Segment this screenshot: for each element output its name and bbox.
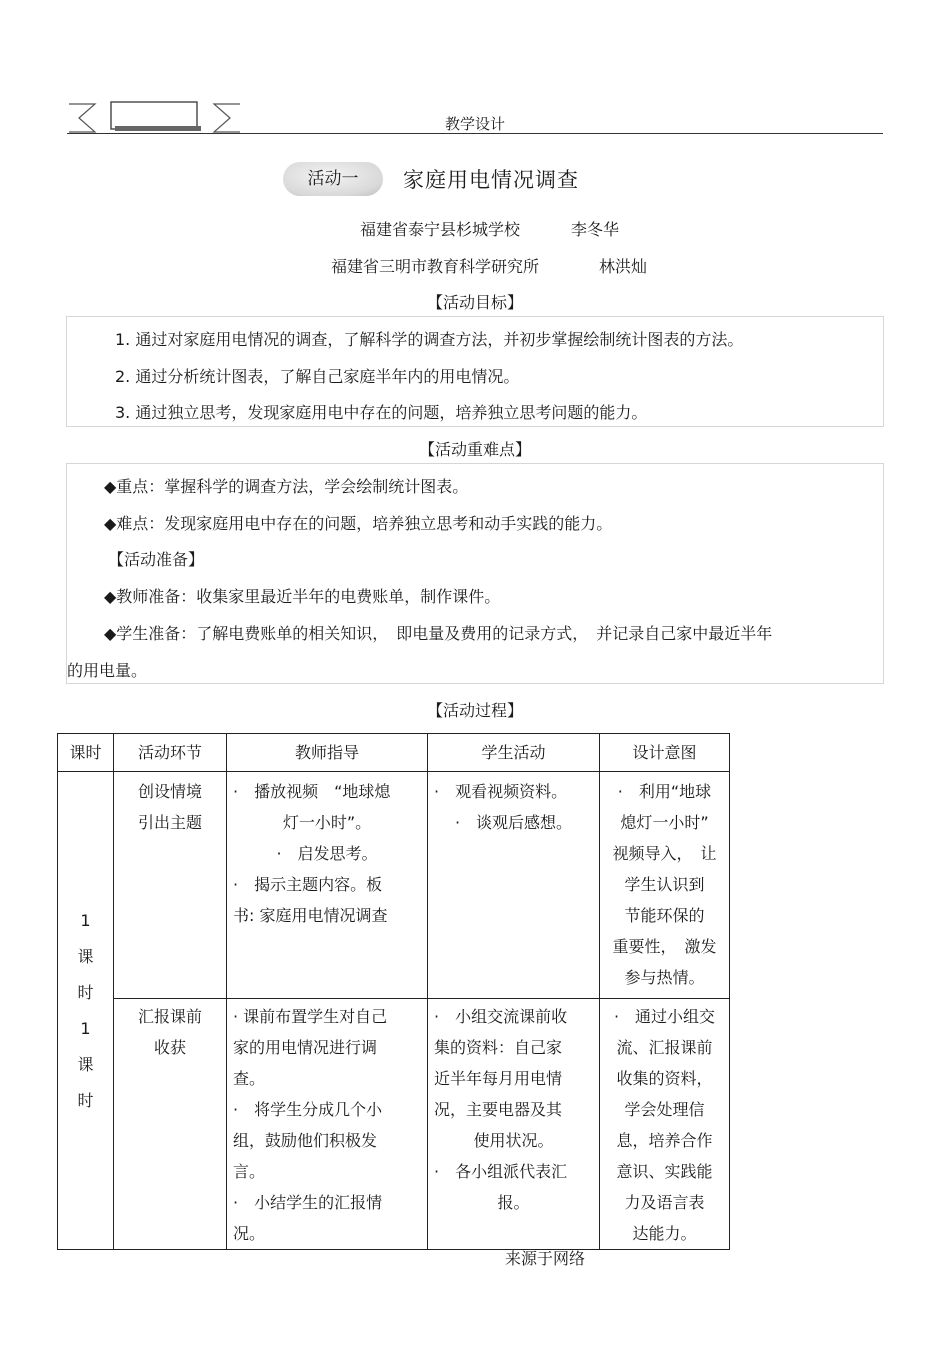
period-char: 课 <box>77 946 94 966</box>
keypoints-heading: 【活动重难点】 <box>418 440 531 459</box>
intent-line: 熄灯一小时” <box>620 813 709 832</box>
intent-line: 息，培养合作 <box>616 1131 713 1150</box>
author-name-1: 李冬华 <box>571 220 620 239</box>
teacher-line: 家的用电情况进行调 <box>233 1038 378 1057</box>
intent-line: 节能环保的 <box>624 906 705 925</box>
stage-line: 创设情境 <box>137 782 202 801</box>
activity-badge: 活动一 <box>283 162 383 196</box>
student-prep-line-1: ◆学生准备：了解电费账单的相关知识， 即电量及费用的记录方式， 并记录自己家中最近半年 <box>104 624 773 643</box>
intent-cell <box>600 772 730 999</box>
student-line: · 观看视频资料。 <box>434 782 568 801</box>
header-title: 教学设计 <box>444 115 505 133</box>
activity-title: 家庭用电情况调查 <box>403 168 579 192</box>
student-line: 使用状况。 <box>473 1131 554 1150</box>
stage-line: 收获 <box>153 1038 186 1057</box>
student-cell <box>428 772 600 999</box>
period-char: 1 <box>80 1018 91 1038</box>
goals-heading: 【活动目标】 <box>426 293 523 312</box>
table-row <box>58 999 730 1250</box>
intent-line: · 利用“地球 <box>617 782 712 801</box>
stage-line: 引出主题 <box>137 813 202 832</box>
teacher-line: · 小结学生的汇报情 <box>233 1193 383 1212</box>
prep-heading: 【活动准备】 <box>108 550 205 569</box>
author-org-1: 福建省泰宁县杉城学校 <box>360 220 521 239</box>
teacher-cell <box>227 999 428 1250</box>
teacher-line: · 将学生分成几个小 <box>233 1100 383 1119</box>
teacher-cell <box>227 772 428 999</box>
student-line: 集的资料：自己家 <box>434 1038 563 1057</box>
teacher-line: 言。 <box>233 1162 266 1181</box>
goal-item: 2. 通过分析统计图表，了解自己家庭半年内的用电情况。 <box>115 367 520 386</box>
intent-cell <box>600 999 730 1250</box>
student-line: · 小组交流课前收 <box>434 1007 568 1026</box>
teacher-line: · 揭示主题内容。板 <box>233 875 383 894</box>
teacher-line: · 播放视频 “地球熄 <box>233 782 391 801</box>
student-line: · 各小组派代表汇 <box>434 1162 568 1181</box>
intent-line: 重要性， 激发 <box>612 937 717 956</box>
student-cell <box>428 999 600 1250</box>
process-table <box>57 733 730 1250</box>
teacher-line: · 启发思考。 <box>276 844 378 863</box>
period-char: 时 <box>77 982 94 1002</box>
student-prep-line-2: 的用电量。 <box>67 661 148 680</box>
student-line: 报。 <box>497 1193 530 1212</box>
column-header: 教师指导 <box>227 734 428 772</box>
stage-cell <box>114 772 227 999</box>
student-line: 况，主要电器及其 <box>434 1100 563 1119</box>
period-cell <box>58 772 114 1250</box>
teacher-line: 书: 家庭用电情况调查 <box>233 906 388 925</box>
column-header: 学生活动 <box>428 734 600 772</box>
teacher-line: 灯一小时”。 <box>282 813 372 832</box>
teacher-prep: ◆教师准备：收集家里最近半年的电费账单，制作课件。 <box>104 587 501 606</box>
goal-item: 3. 通过独立思考，发现家庭用电中存在的问题，培养独立思考问题的能力。 <box>115 403 648 422</box>
author-org-2: 福建省三明市教育科学研究所 <box>331 257 540 276</box>
intent-line: 力及语言表 <box>624 1193 705 1212</box>
stage-cell <box>114 999 227 1250</box>
teacher-line: 组，鼓励他们积极发 <box>233 1131 378 1150</box>
intent-line: 达能力。 <box>632 1224 697 1243</box>
intent-line: 视频导入， 让 <box>612 844 717 863</box>
intent-line: 学生认识到 <box>624 875 705 894</box>
intent-line: 参与热情。 <box>624 968 705 987</box>
column-header: 活动环节 <box>114 734 227 772</box>
process-heading: 【活动过程】 <box>426 701 523 720</box>
key-point: ◆重点：掌握科学的调查方法，学会绘制统计图表。 <box>104 477 469 496</box>
intent-line: · 通过小组交 <box>613 1007 716 1026</box>
teacher-line: · 课前布置学生对自己 <box>233 1007 388 1026</box>
column-header: 课时 <box>58 734 114 772</box>
intent-line: 意识、实践能 <box>616 1162 713 1181</box>
difficulty-point: ◆难点：发现家庭用电中存在的问题，培养独立思考和动手实践的能力。 <box>104 514 613 533</box>
header-rule <box>67 133 883 134</box>
stage-line: 汇报课前 <box>137 1007 202 1026</box>
period-char: 时 <box>77 1090 94 1110</box>
table-header-row <box>58 734 730 772</box>
teacher-line: 况。 <box>233 1224 266 1243</box>
intent-line: 收集的资料， <box>616 1069 713 1088</box>
goal-item: 1. 通过对家庭用电情况的调查，了解科学的调查方法，并初步掌握绘制统计图表的方法。 <box>115 330 744 349</box>
intent-line: 流、汇报课前 <box>616 1038 713 1057</box>
period-char: 课 <box>77 1054 94 1074</box>
student-line: · 谈观后感想。 <box>454 813 573 832</box>
student-line: 近半年每月用电情 <box>434 1069 563 1088</box>
source-footer: 来源于网络 <box>504 1249 585 1268</box>
table-row <box>58 772 730 999</box>
period-char: 1 <box>80 910 91 930</box>
intent-line: 学会处理信 <box>624 1100 705 1119</box>
author-name-2: 林洪灿 <box>599 257 648 276</box>
teacher-line: 查。 <box>233 1069 266 1088</box>
column-header: 设计意图 <box>600 734 730 772</box>
